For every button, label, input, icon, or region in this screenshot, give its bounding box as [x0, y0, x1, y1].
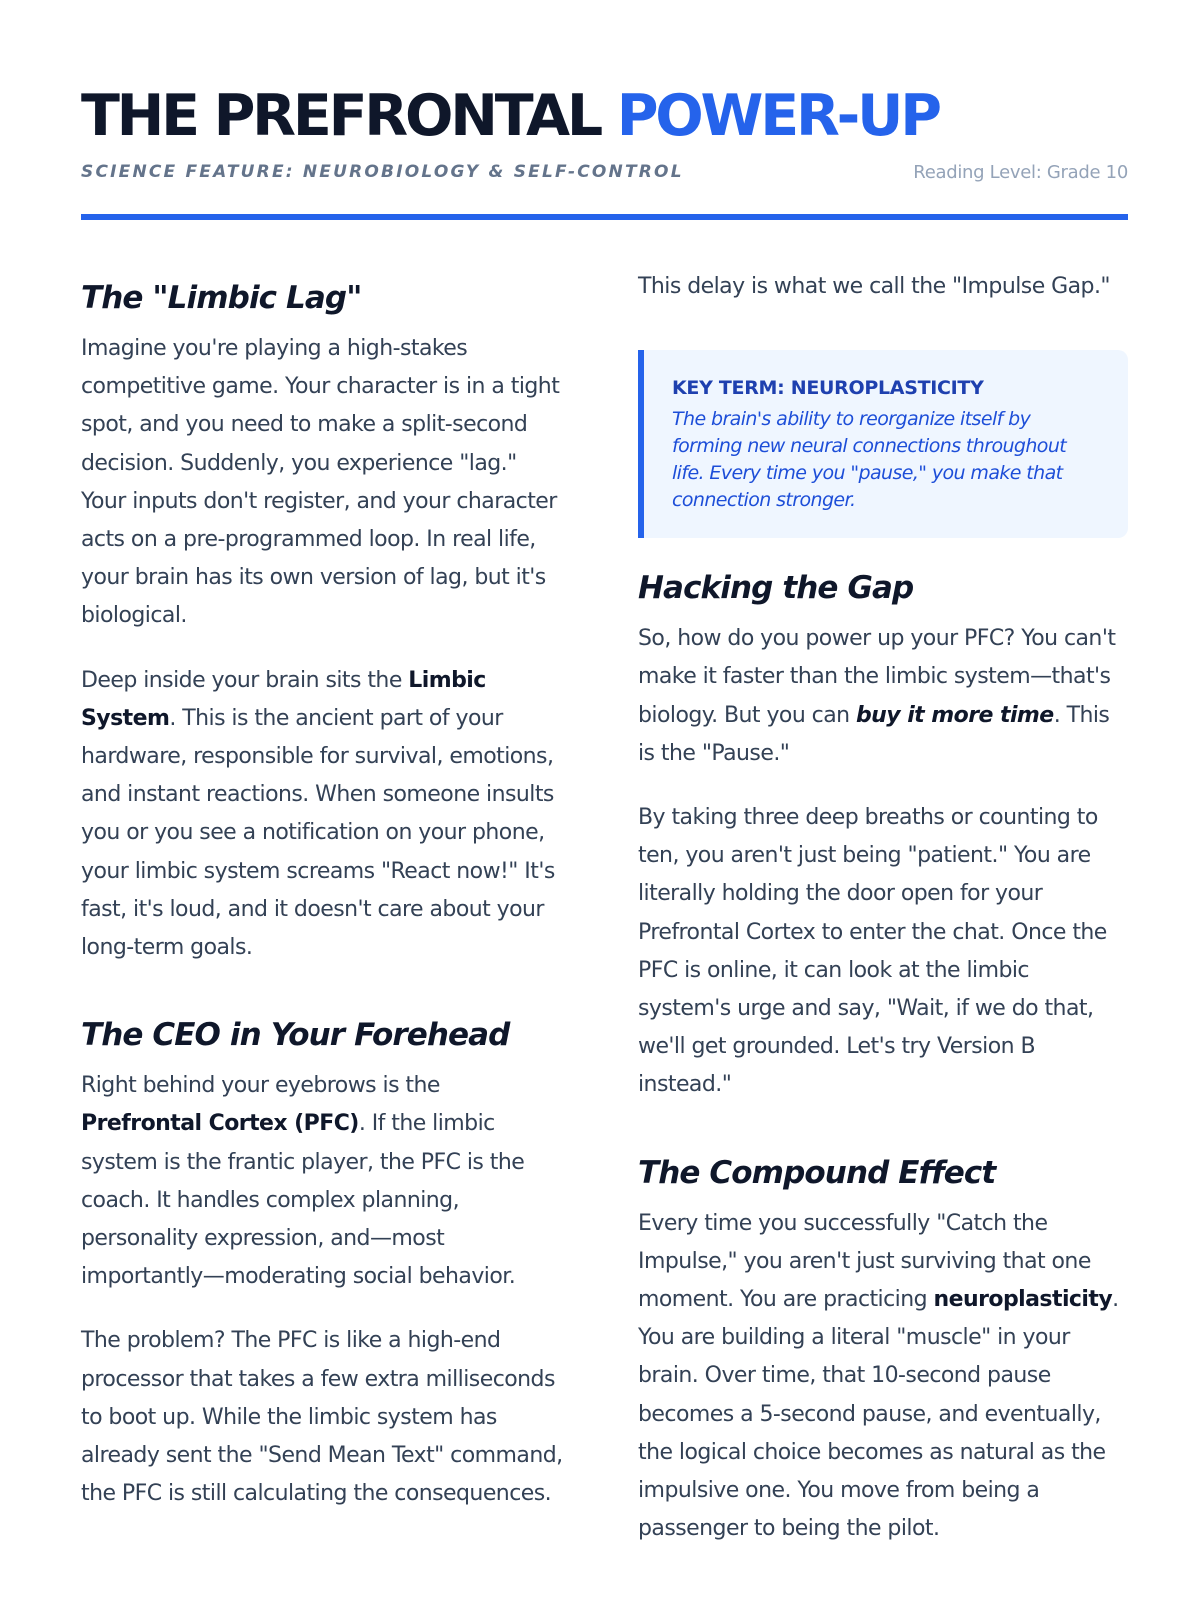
paragraph-compound-1: [638, 1205, 1128, 1549]
paragraph-ceo-2: The problem? The PFC is like a high-end processor that takes a few extra milliseconds to boot up. While the limbic system has already sent the "Send Mean Text" command, the PFC is still calculating the consequences.: [81, 1328, 563, 1507]
paragraph-limbic-lag-2: [81, 662, 565, 968]
paragraph-ceo-1: [81, 1067, 565, 1296]
term-limbic-system: Limbic System: [81, 667, 486, 731]
term-neuroplasticity: neuroplasticity: [933, 1287, 1113, 1313]
title-accent: POWER-UP: [616, 83, 939, 149]
text-run: Right behind your eyebrows is the: [81, 1073, 440, 1099]
paragraph-hacking-1: [638, 620, 1128, 773]
term-prefrontal-cortex: Prefrontal Cortex (PFC): [81, 1111, 359, 1137]
callout-title: KEY TERM: NEUROPLASTICITY: [672, 377, 984, 400]
heading-hacking-gap: Hacking the Gap: [638, 570, 914, 607]
text-run: . This is the "Pause.": [638, 702, 1110, 766]
emphasis-buy-time: buy it more time: [855, 702, 1054, 728]
text-run: . If the limbic system is the frantic player, the PFC is the coach. It handles complex planning, personality expression, and—most importantly—moderating social behavior.: [81, 1111, 525, 1290]
heading-ceo: The CEO in Your Forehead: [81, 1017, 510, 1054]
key-term-callout: [638, 350, 1128, 538]
text-run: Deep inside your brain sits the: [81, 667, 409, 693]
title-main: THE PREFRONTAL: [81, 83, 601, 149]
text-run: So, how do you power up your PFC? You can't make it faster than the limbic system—that's biology. But you can: [638, 626, 1116, 728]
paragraph-ceo-2-continued: This delay is what we call the "Impulse Gap.": [638, 274, 1110, 299]
article-title: [81, 84, 939, 148]
heading-limbic-lag: The "Limbic Lag": [81, 280, 362, 316]
text-run: . You are building a literal "muscle" in your brain. Over time, that 10-second pause becomes a 5-second pause, and eventually, the logical choice becomes as natural as the impulsive one. You move from being a passenger to being the pilot.: [638, 1287, 1119, 1542]
section-kicker: SCIENCE FEATURE: NEUROBIOLOGY & SELF-CONTROL: [81, 162, 684, 182]
callout-body: The brain's ability to reorganize itself by forming new neural connections throughout life. Every time you "pause," you make that connection stronger.: [672, 408, 1067, 512]
text-run: . This is the ancient part of your hardware, responsible for survival, emotions, and instant reactions. When someone insults you or you see a notification on your phone, your limbic system screams "React now!" It's fast, it's loud, and it doesn't care about your long-term goals.: [81, 705, 555, 961]
text-run: Every time you successfully "Catch the Impulse," you aren't just surviving that one moment. You are practicing: [638, 1210, 1091, 1313]
right-column: [638, 268, 1128, 1548]
article-page: [81, 0, 1128, 1600]
heading-compound-effect: The Compound Effect: [638, 1154, 996, 1191]
paragraph-limbic-lag-1: Imagine you're playing a high-stakes competitive game. Your character is in a tight spot, and you need to make a split-second decision. Suddenly, you experience "lag." Your inputs don't register, and your character acts on a pre-programmed loop. In real life, your brain has its own version of lag, but it's biological.: [81, 336, 560, 629]
reading-level: Reading Level: Grade 10: [913, 162, 1128, 183]
left-column: [81, 268, 565, 1513]
header-divider: [81, 214, 1128, 220]
paragraph-hacking-2: By taking three deep breaths or counting to ten, you aren't just being "patient." You are literally holding the door open for your Prefrontal Cortex to enter the chat. Once the PFC is online, it can look at the limbic system's urge and say, "Wait, if we do that, we'll get grounded. Let's try Version B instead.": [638, 805, 1107, 1098]
